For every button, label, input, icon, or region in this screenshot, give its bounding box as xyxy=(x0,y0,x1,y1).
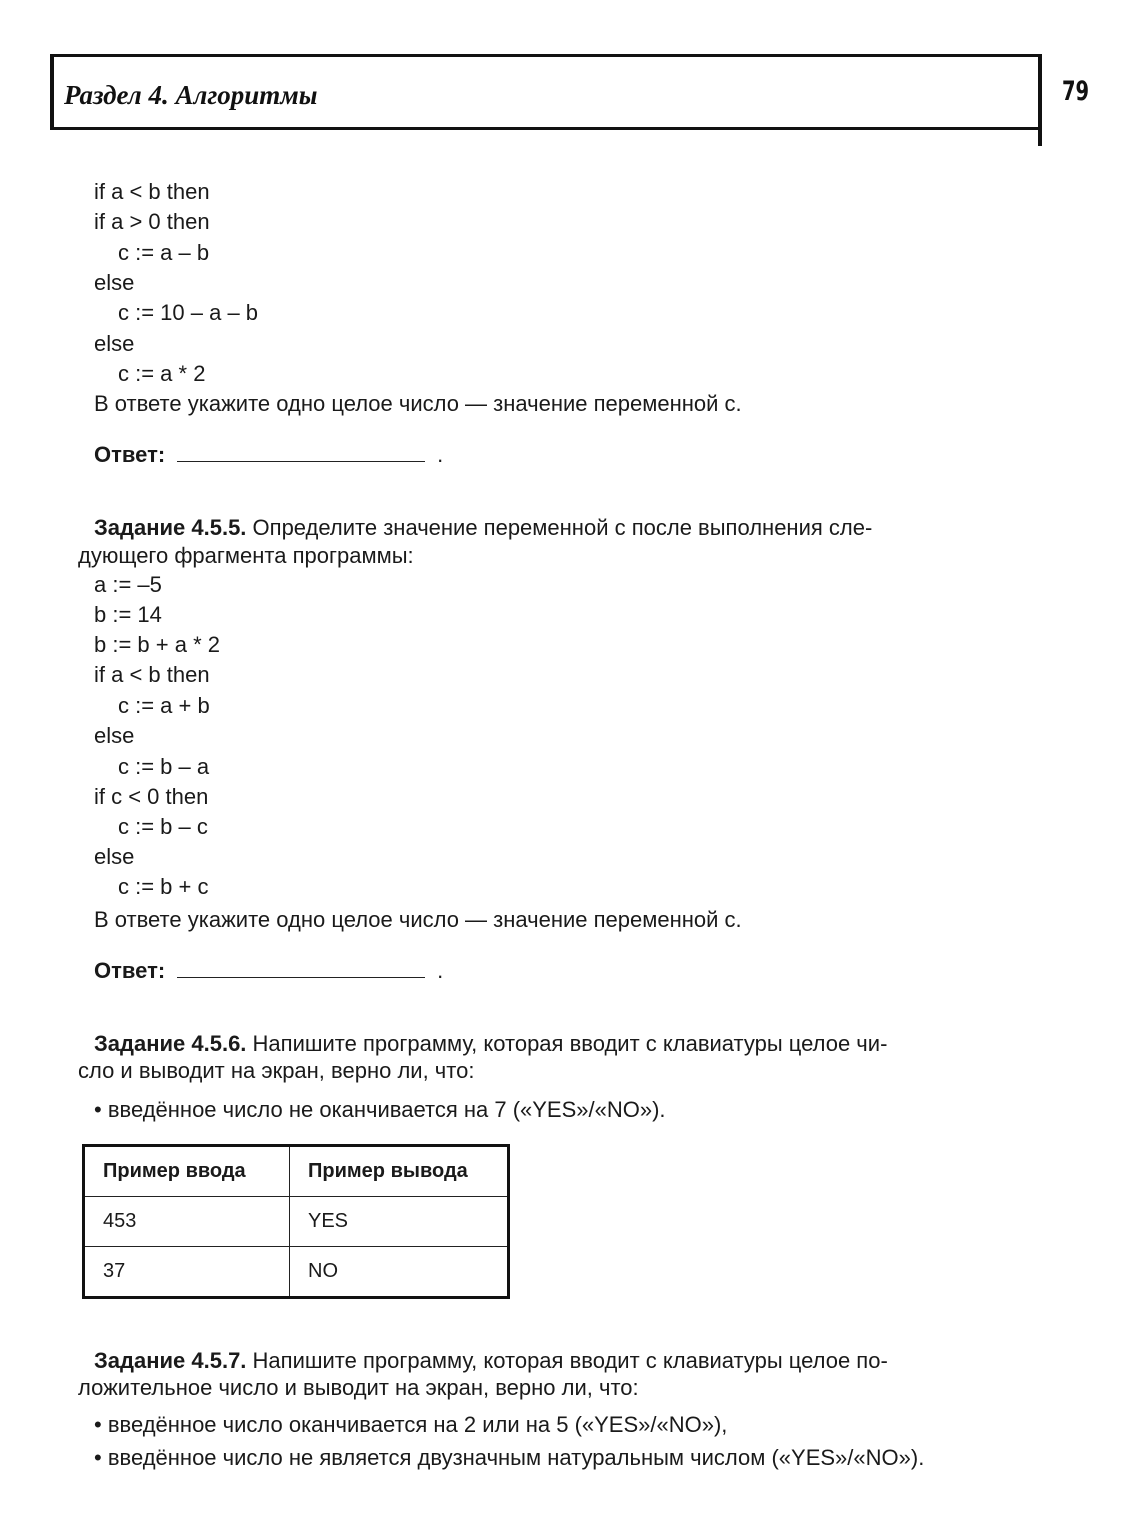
task-text: Определите значение переменной c после выполнения сле- xyxy=(252,515,873,540)
task-label: Задание 4.5.7. xyxy=(94,1348,247,1373)
answer-row xyxy=(94,957,443,984)
header-vertical-rule xyxy=(1038,54,1042,146)
code-line: c := a + b xyxy=(118,693,210,718)
table-header-cell: Пример ввода xyxy=(84,1146,290,1197)
bullet-item: • введённое число оканчивается на 2 или на 5 («YES»/«NO»), xyxy=(94,1412,728,1437)
code-line: b := b + a * 2 xyxy=(94,632,220,657)
code-line: else xyxy=(94,844,135,869)
answer-label: Ответ: xyxy=(94,442,166,467)
code-line: if a > 0 then xyxy=(94,209,210,234)
code-line: c := b – a xyxy=(118,754,210,779)
answer-dot: . xyxy=(437,958,444,983)
bullet-item: • введённое число не является двузначным натуральным числом («YES»/«NO»). xyxy=(94,1445,925,1470)
task-label: Задание 4.5.5. xyxy=(94,515,247,540)
table-cell: 453 xyxy=(84,1197,290,1247)
answer-blank[interactable] xyxy=(177,441,425,462)
task-4-5-7-text-line2: ложительное число и выводит на экран, верно ли, что: xyxy=(78,1375,639,1400)
task-text: Напишите программу, которая вводит с клавиатуры целое по- xyxy=(252,1348,888,1373)
code-line: if c < 0 then xyxy=(94,784,209,809)
answer-blank[interactable] xyxy=(177,957,425,978)
bullet-item: • введённое число не оканчивается на 7 («YES»/«NO»). xyxy=(94,1097,666,1122)
code-line: c := 10 – a – b xyxy=(118,300,259,325)
task-text: Напишите программу, которая вводит с клавиатуры целое чи- xyxy=(252,1031,888,1056)
instruction-text: В ответе укажите одно целое число — значение переменной c. xyxy=(94,907,742,932)
code-line: b := 14 xyxy=(94,602,162,627)
code-line: c := b – c xyxy=(118,814,208,839)
table-cell: YES xyxy=(290,1197,509,1247)
answer-dot: . xyxy=(437,442,444,467)
task-4-5-6-text-line2: сло и выводит на экран, верно ли, что: xyxy=(78,1058,475,1083)
table-row xyxy=(84,1197,509,1247)
table-cell: NO xyxy=(290,1247,509,1298)
table-cell: 37 xyxy=(84,1247,290,1298)
answer-row xyxy=(94,441,443,468)
task-label: Задание 4.5.6. xyxy=(94,1031,247,1056)
io-example-table xyxy=(82,1144,510,1299)
code-line: a := –5 xyxy=(94,572,162,597)
task-4-5-5-text-line1 xyxy=(94,515,872,541)
code-line: else xyxy=(94,331,135,356)
table-row xyxy=(84,1247,509,1298)
code-line: c := a – b xyxy=(118,240,210,265)
code-line: else xyxy=(94,270,135,295)
task-4-5-5-text-line2: дующего фрагмента программы: xyxy=(78,543,414,568)
code-line: c := b + c xyxy=(118,874,209,899)
task-4-5-6-text-line1 xyxy=(94,1031,887,1057)
code-line: if a < b then xyxy=(94,662,210,687)
code-line: else xyxy=(94,723,135,748)
code-line: if a < b then xyxy=(94,179,210,204)
page-number: 79 xyxy=(1062,76,1090,107)
table-header-cell: Пример вывода xyxy=(290,1146,509,1197)
section-title: Раздел 4. Алгоритмы xyxy=(64,80,318,110)
task-4-5-7-text-line1 xyxy=(94,1348,888,1374)
instruction-text: В ответе укажите одно целое число — значение переменной c. xyxy=(94,391,742,416)
answer-label: Ответ: xyxy=(94,958,166,983)
table-header-row xyxy=(84,1146,509,1197)
code-line: c := a * 2 xyxy=(118,361,206,386)
